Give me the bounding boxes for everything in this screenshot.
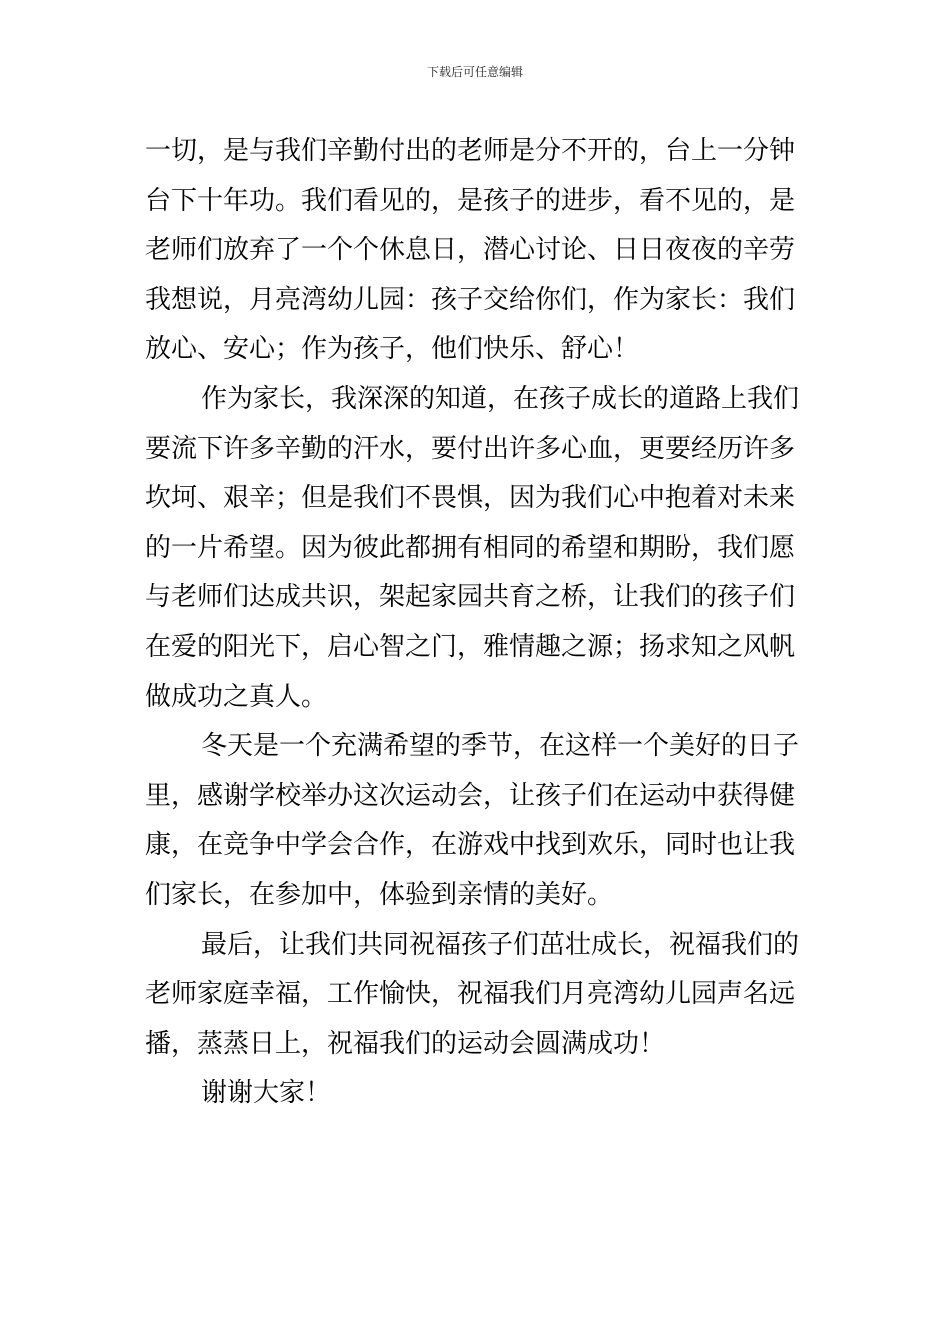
text-line: 里，感谢学校举办这次运动会，让孩子们在运动中获得健 — [145, 780, 796, 811]
text-line: 在爱的阳光下，启心智之门，雅情趣之源；扬求知之风帆 — [145, 631, 796, 662]
text-line: 做成功之真人。 — [145, 681, 328, 712]
paragraph-start-line: 最后，让我们共同祝福孩子们茁壮成长，祝福我们的 — [201, 929, 800, 960]
text-line: 老师家庭幸福，工作愉快，祝福我们月亮湾幼儿园声名远 — [145, 979, 796, 1010]
text-line: 要流下许多辛勤的汗水，要付出许多心血，更要经历许多 — [145, 433, 796, 464]
text-line: 康，在竞争中学会合作，在游戏中找到欢乐，同时也让我 — [145, 830, 796, 861]
page-header-note: 下载后可任意编辑 — [426, 65, 523, 79]
text-line: 一切，是与我们辛勤付出的老师是分不开的，台上一分钟 — [145, 136, 796, 166]
text-line: 的一片希望。因为彼此都拥有相同的希望和期盼，我们愿 — [145, 532, 796, 563]
text-line: 与老师们达成共识，架起家园共育之桥，让我们的孩子们 — [145, 582, 796, 613]
text-line: 老师们放弃了一个个休息日，潜心讨论、日日夜夜的辛劳 — [145, 235, 796, 266]
text-line: 我想说，月亮湾幼儿园：孩子交给你们，作为家长：我们 — [145, 284, 796, 315]
text-line: 坎坷、艰辛；但是我们不畏惧，因为我们心中抱着对未来 — [145, 483, 796, 514]
paragraph-start-line: 作为家长，我深深的知道，在孩子成长的道路上我们 — [201, 383, 800, 414]
text-line: 们家长，在参加中，体验到亲情的美好。 — [145, 879, 614, 910]
text-line: 台下十年功。我们看见的，是孩子的进步，看不见的，是 — [145, 185, 796, 216]
paragraph-start-line: 冬天是一个充满希望的季节，在这样一个美好的日子 — [201, 731, 800, 762]
text-line: 放心、安心；作为孩子，他们快乐、舒心！ — [145, 334, 640, 365]
text-line: 播，蒸蒸日上，祝福我们的运动会圆满成功！ — [145, 1028, 666, 1059]
closing-line: 谢谢大家！ — [201, 1078, 332, 1109]
document-body — [145, 127, 825, 1119]
